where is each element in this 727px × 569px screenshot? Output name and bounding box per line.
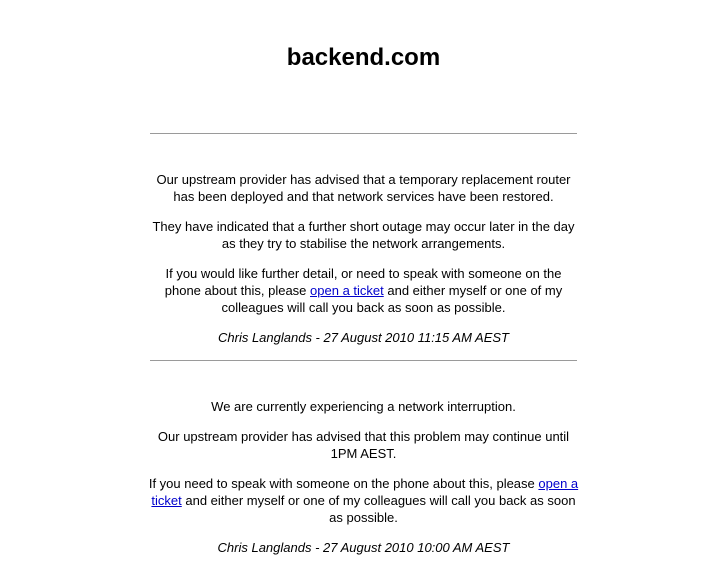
- site-title: backend.com: [286, 44, 441, 71]
- contact-paragraph: [148, 475, 579, 526]
- notice-paragraph: Our upstream provider has advised that this problem may continue until 1PM AEST.: [157, 429, 570, 461]
- notice-paragraph: We are currently experiencing a network interruption.: [211, 399, 516, 414]
- status-notice: [148, 171, 579, 359]
- contact-text: If you would like further detail, or need to speak with someone on the phone about this, please: [164, 266, 562, 298]
- notice-signature: Chris Langlands - 27 August 2010 10:00 AM AEST: [217, 540, 510, 555]
- contact-text: and either myself or one of my colleagues will call you back as soon as possible.: [221, 283, 563, 315]
- contact-text: If you need to speak with someone on the phone about this, please: [148, 476, 539, 491]
- status-notice: [148, 398, 579, 569]
- divider: [150, 360, 577, 361]
- notice-paragraph: They have indicated that a further short outage may occur later in the day as they try to stabilise the network arrangements.: [152, 219, 575, 251]
- divider: [150, 133, 577, 134]
- contact-paragraph: [148, 265, 579, 316]
- contact-text: and either myself or one of my colleagues will call you back as soon as possible.: [181, 493, 576, 525]
- notice-paragraph: Our upstream provider has advised that a temporary replacement router has been deployed and that network services have been restored.: [156, 172, 571, 204]
- open-ticket-link[interactable]: open a ticket: [151, 476, 579, 508]
- notice-signature: Chris Langlands - 27 August 2010 11:15 AM AEST: [218, 330, 509, 345]
- open-ticket-link[interactable]: open a ticket: [310, 283, 384, 298]
